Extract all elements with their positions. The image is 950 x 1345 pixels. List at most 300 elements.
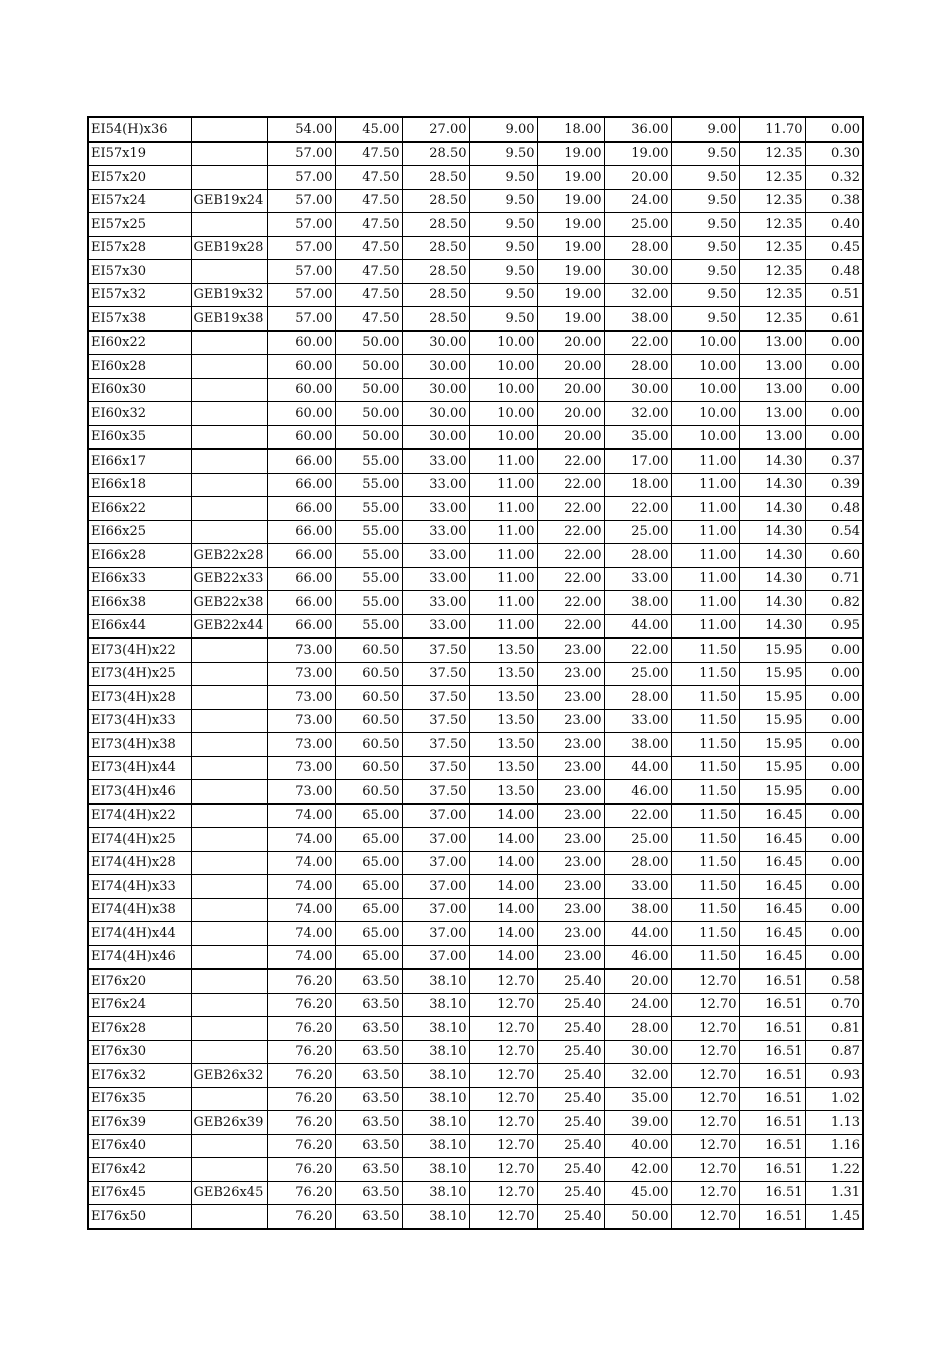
table-row [88,307,863,331]
value-cell: 28.50 [402,166,469,190]
equivalent-cell [191,733,267,757]
equivalent-cell [191,1205,267,1229]
model-cell: EI73(4H)x38 [88,733,191,757]
table-row [88,993,863,1017]
spec-table [87,116,864,1230]
value-cell: 66.00 [267,567,335,591]
value-cell: 38.00 [604,591,671,615]
value-cell: 66.00 [267,520,335,544]
value-cell: 28.50 [402,213,469,237]
value-cell: 12.70 [671,1017,739,1041]
value-cell: 0.71 [805,567,863,591]
model-cell: EI57x28 [88,236,191,260]
value-cell: 23.00 [537,733,604,757]
value-cell: 57.00 [267,189,335,213]
model-cell: EI54(H)x36 [88,117,191,142]
value-cell: 28.50 [402,307,469,331]
value-cell: 14.30 [739,497,805,521]
value-cell: 19.00 [604,142,671,166]
value-cell: 12.70 [671,1087,739,1111]
value-cell: 19.00 [537,189,604,213]
table-row [88,922,863,946]
value-cell: 16.45 [739,828,805,852]
value-cell: 12.70 [469,993,537,1017]
table-row [88,473,863,497]
equivalent-cell [191,851,267,875]
equivalent-cell [191,473,267,497]
model-cell: EI74(4H)x44 [88,922,191,946]
value-cell: 74.00 [267,875,335,899]
value-cell: 37.50 [402,662,469,686]
model-cell: EI74(4H)x46 [88,945,191,969]
value-cell: 55.00 [335,567,402,591]
value-cell: 76.20 [267,1017,335,1041]
model-cell: EI57x25 [88,213,191,237]
value-cell: 22.00 [604,804,671,828]
value-cell: 15.95 [739,709,805,733]
value-cell: 0.00 [805,922,863,946]
equivalent-cell [191,969,267,993]
value-cell: 13.50 [469,638,537,662]
table-row [88,686,863,710]
value-cell: 0.58 [805,969,863,993]
value-cell: 30.00 [604,378,671,402]
value-cell: 33.00 [402,449,469,473]
model-cell: EI74(4H)x22 [88,804,191,828]
value-cell: 0.00 [805,662,863,686]
table-row [88,497,863,521]
value-cell: 76.20 [267,1205,335,1229]
table-row [88,331,863,355]
table-row [88,236,863,260]
value-cell: 0.00 [805,756,863,780]
value-cell: 20.00 [537,331,604,355]
value-cell: 20.00 [537,355,604,379]
value-cell: 16.45 [739,804,805,828]
value-cell: 0.82 [805,591,863,615]
value-cell: 25.40 [537,1205,604,1229]
equivalent-cell [191,142,267,166]
model-cell: EI66x44 [88,614,191,638]
value-cell: 14.00 [469,828,537,852]
value-cell: 25.40 [537,1111,604,1135]
value-cell: 13.50 [469,686,537,710]
value-cell: 63.50 [335,993,402,1017]
value-cell: 65.00 [335,804,402,828]
value-cell: 20.00 [537,425,604,449]
value-cell: 28.50 [402,260,469,284]
equivalent-cell: GEB22x38 [191,591,267,615]
value-cell: 0.54 [805,520,863,544]
value-cell: 12.70 [671,993,739,1017]
value-cell: 9.50 [469,213,537,237]
value-cell: 16.45 [739,851,805,875]
value-cell: 55.00 [335,591,402,615]
value-cell: 25.00 [604,828,671,852]
equivalent-cell: GEB26x39 [191,1111,267,1135]
value-cell: 10.00 [469,425,537,449]
value-cell: 73.00 [267,709,335,733]
value-cell: 30.00 [402,331,469,355]
value-cell: 30.00 [604,260,671,284]
value-cell: 1.22 [805,1158,863,1182]
value-cell: 13.00 [739,402,805,426]
value-cell: 12.70 [469,1158,537,1182]
value-cell: 37.00 [402,875,469,899]
value-cell: 11.50 [671,686,739,710]
value-cell: 23.00 [537,804,604,828]
model-cell: EI73(4H)x33 [88,709,191,733]
value-cell: 19.00 [537,236,604,260]
table-row [88,733,863,757]
value-cell: 19.00 [537,213,604,237]
value-cell: 39.00 [604,1111,671,1135]
value-cell: 30.00 [402,402,469,426]
value-cell: 14.30 [739,567,805,591]
value-cell: 1.45 [805,1205,863,1229]
equivalent-cell [191,402,267,426]
value-cell: 23.00 [537,662,604,686]
table-row [88,213,863,237]
value-cell: 25.40 [537,969,604,993]
value-cell: 50.00 [335,331,402,355]
equivalent-cell [191,213,267,237]
value-cell: 10.00 [671,378,739,402]
value-cell: 35.00 [604,1087,671,1111]
value-cell: 60.00 [267,425,335,449]
value-cell: 38.10 [402,1205,469,1229]
value-cell: 11.00 [469,591,537,615]
value-cell: 57.00 [267,236,335,260]
value-cell: 12.70 [671,1158,739,1182]
value-cell: 23.00 [537,638,604,662]
model-cell: EI66x33 [88,567,191,591]
value-cell: 42.00 [604,1158,671,1182]
value-cell: 14.30 [739,520,805,544]
value-cell: 63.50 [335,1181,402,1205]
value-cell: 50.00 [335,425,402,449]
equivalent-cell [191,945,267,969]
equivalent-cell [191,828,267,852]
table-row [88,402,863,426]
equivalent-cell: GEB26x45 [191,1181,267,1205]
model-cell: EI57x24 [88,189,191,213]
equivalent-cell [191,1158,267,1182]
value-cell: 0.30 [805,142,863,166]
value-cell: 73.00 [267,662,335,686]
value-cell: 57.00 [267,307,335,331]
equivalent-cell [191,922,267,946]
value-cell: 0.00 [805,117,863,142]
value-cell: 57.00 [267,166,335,190]
value-cell: 30.00 [402,355,469,379]
value-cell: 11.00 [469,497,537,521]
value-cell: 25.00 [604,662,671,686]
equivalent-cell [191,638,267,662]
table-row [88,1087,863,1111]
value-cell: 55.00 [335,473,402,497]
equivalent-cell [191,260,267,284]
value-cell: 37.00 [402,898,469,922]
equivalent-cell [191,166,267,190]
model-cell: EI73(4H)x25 [88,662,191,686]
value-cell: 37.50 [402,780,469,804]
value-cell: 0.00 [805,898,863,922]
value-cell: 25.40 [537,1158,604,1182]
value-cell: 11.50 [671,638,739,662]
value-cell: 12.35 [739,213,805,237]
value-cell: 37.00 [402,828,469,852]
table-row [88,520,863,544]
value-cell: 40.00 [604,1134,671,1158]
value-cell: 44.00 [604,922,671,946]
equivalent-cell [191,780,267,804]
value-cell: 50.00 [335,355,402,379]
model-cell: EI73(4H)x28 [88,686,191,710]
table-row [88,1158,863,1182]
value-cell: 0.00 [805,875,863,899]
table-row [88,898,863,922]
value-cell: 11.00 [671,449,739,473]
value-cell: 12.35 [739,236,805,260]
value-cell: 47.50 [335,260,402,284]
value-cell: 28.00 [604,236,671,260]
value-cell: 23.00 [537,828,604,852]
value-cell: 74.00 [267,922,335,946]
value-cell: 63.50 [335,1158,402,1182]
equivalent-cell [191,1040,267,1064]
value-cell: 22.00 [604,638,671,662]
model-cell: EI76x24 [88,993,191,1017]
model-cell: EI74(4H)x38 [88,898,191,922]
model-cell: EI66x22 [88,497,191,521]
value-cell: 60.00 [267,355,335,379]
value-cell: 13.00 [739,331,805,355]
value-cell: 0.70 [805,993,863,1017]
value-cell: 9.50 [469,236,537,260]
value-cell: 11.50 [671,851,739,875]
value-cell: 12.70 [469,1017,537,1041]
equivalent-cell: GEB22x44 [191,614,267,638]
value-cell: 22.00 [604,497,671,521]
table-body [88,117,863,1229]
value-cell: 23.00 [537,945,604,969]
value-cell: 33.00 [402,614,469,638]
value-cell: 28.00 [604,544,671,568]
value-cell: 9.50 [671,189,739,213]
value-cell: 66.00 [267,614,335,638]
table-row [88,828,863,852]
table-row [88,1040,863,1064]
equivalent-cell [191,1134,267,1158]
value-cell: 18.00 [537,117,604,142]
equivalent-cell [191,378,267,402]
value-cell: 11.00 [469,449,537,473]
value-cell: 0.00 [805,378,863,402]
value-cell: 25.40 [537,1064,604,1088]
value-cell: 9.50 [671,236,739,260]
equivalent-cell [191,662,267,686]
value-cell: 25.40 [537,1181,604,1205]
value-cell: 0.48 [805,497,863,521]
equivalent-cell [191,709,267,733]
value-cell: 20.00 [604,166,671,190]
value-cell: 38.10 [402,993,469,1017]
value-cell: 13.00 [739,425,805,449]
value-cell: 55.00 [335,497,402,521]
equivalent-cell [191,875,267,899]
value-cell: 12.70 [469,1111,537,1135]
value-cell: 15.95 [739,780,805,804]
table-row [88,142,863,166]
value-cell: 11.50 [671,709,739,733]
value-cell: 60.50 [335,662,402,686]
value-cell: 74.00 [267,851,335,875]
value-cell: 0.95 [805,614,863,638]
model-cell: EI60x35 [88,425,191,449]
value-cell: 50.00 [604,1205,671,1229]
value-cell: 33.00 [604,709,671,733]
table-row [88,567,863,591]
value-cell: 76.20 [267,1181,335,1205]
value-cell: 44.00 [604,756,671,780]
value-cell: 55.00 [335,449,402,473]
value-cell: 13.50 [469,709,537,733]
model-cell: EI66x17 [88,449,191,473]
table-row [88,945,863,969]
value-cell: 0.00 [805,638,863,662]
equivalent-cell [191,1017,267,1041]
value-cell: 25.00 [604,213,671,237]
value-cell: 0.00 [805,425,863,449]
equivalent-cell [191,993,267,1017]
value-cell: 28.50 [402,189,469,213]
value-cell: 10.00 [469,378,537,402]
value-cell: 16.51 [739,1158,805,1182]
value-cell: 14.00 [469,804,537,828]
value-cell: 22.00 [537,497,604,521]
value-cell: 23.00 [537,780,604,804]
value-cell: 11.00 [469,544,537,568]
table-row [88,1064,863,1088]
equivalent-cell [191,425,267,449]
value-cell: 76.20 [267,1134,335,1158]
value-cell: 47.50 [335,213,402,237]
value-cell: 15.95 [739,733,805,757]
value-cell: 65.00 [335,828,402,852]
value-cell: 16.45 [739,945,805,969]
model-cell: EI57x30 [88,260,191,284]
table-row [88,614,863,638]
value-cell: 46.00 [604,780,671,804]
value-cell: 9.50 [469,142,537,166]
model-cell: EI76x20 [88,969,191,993]
value-cell: 10.00 [469,402,537,426]
value-cell: 28.00 [604,1017,671,1041]
value-cell: 30.00 [402,425,469,449]
value-cell: 24.00 [604,189,671,213]
value-cell: 28.50 [402,142,469,166]
value-cell: 22.00 [537,591,604,615]
value-cell: 12.35 [739,142,805,166]
model-cell: EI57x32 [88,283,191,307]
value-cell: 16.51 [739,1064,805,1088]
value-cell: 10.00 [671,355,739,379]
value-cell: 10.00 [469,355,537,379]
value-cell: 46.00 [604,945,671,969]
table-row [88,166,863,190]
value-cell: 37.00 [402,851,469,875]
value-cell: 16.51 [739,1181,805,1205]
model-cell: EI74(4H)x28 [88,851,191,875]
value-cell: 0.81 [805,1017,863,1041]
value-cell: 74.00 [267,804,335,828]
value-cell: 15.95 [739,638,805,662]
value-cell: 0.51 [805,283,863,307]
value-cell: 35.00 [604,425,671,449]
value-cell: 66.00 [267,497,335,521]
value-cell: 11.50 [671,756,739,780]
value-cell: 16.51 [739,1040,805,1064]
value-cell: 55.00 [335,544,402,568]
value-cell: 60.50 [335,709,402,733]
table-row [88,1134,863,1158]
value-cell: 0.32 [805,166,863,190]
value-cell: 9.50 [469,283,537,307]
equivalent-cell [191,497,267,521]
value-cell: 23.00 [537,709,604,733]
value-cell: 18.00 [604,473,671,497]
value-cell: 36.00 [604,117,671,142]
model-cell: EI57x19 [88,142,191,166]
value-cell: 47.50 [335,236,402,260]
value-cell: 0.40 [805,213,863,237]
value-cell: 12.70 [469,1087,537,1111]
value-cell: 9.50 [671,283,739,307]
value-cell: 0.45 [805,236,863,260]
value-cell: 13.50 [469,662,537,686]
value-cell: 38.00 [604,307,671,331]
value-cell: 63.50 [335,1134,402,1158]
value-cell: 14.00 [469,875,537,899]
value-cell: 12.70 [671,1064,739,1088]
model-cell: EI66x25 [88,520,191,544]
table-row [88,709,863,733]
value-cell: 1.02 [805,1087,863,1111]
value-cell: 37.00 [402,804,469,828]
table-row [88,638,863,662]
value-cell: 12.35 [739,189,805,213]
value-cell: 0.87 [805,1040,863,1064]
equivalent-cell [191,355,267,379]
model-cell: EI57x38 [88,307,191,331]
value-cell: 9.50 [469,260,537,284]
table-row [88,260,863,284]
value-cell: 10.00 [671,425,739,449]
table-row [88,189,863,213]
value-cell: 13.00 [739,378,805,402]
model-cell: EI60x32 [88,402,191,426]
value-cell: 14.00 [469,945,537,969]
model-cell: EI76x30 [88,1040,191,1064]
value-cell: 0.48 [805,260,863,284]
model-cell: EI60x22 [88,331,191,355]
value-cell: 11.00 [671,614,739,638]
value-cell: 0.00 [805,331,863,355]
value-cell: 14.00 [469,898,537,922]
value-cell: 28.50 [402,236,469,260]
value-cell: 9.50 [671,307,739,331]
